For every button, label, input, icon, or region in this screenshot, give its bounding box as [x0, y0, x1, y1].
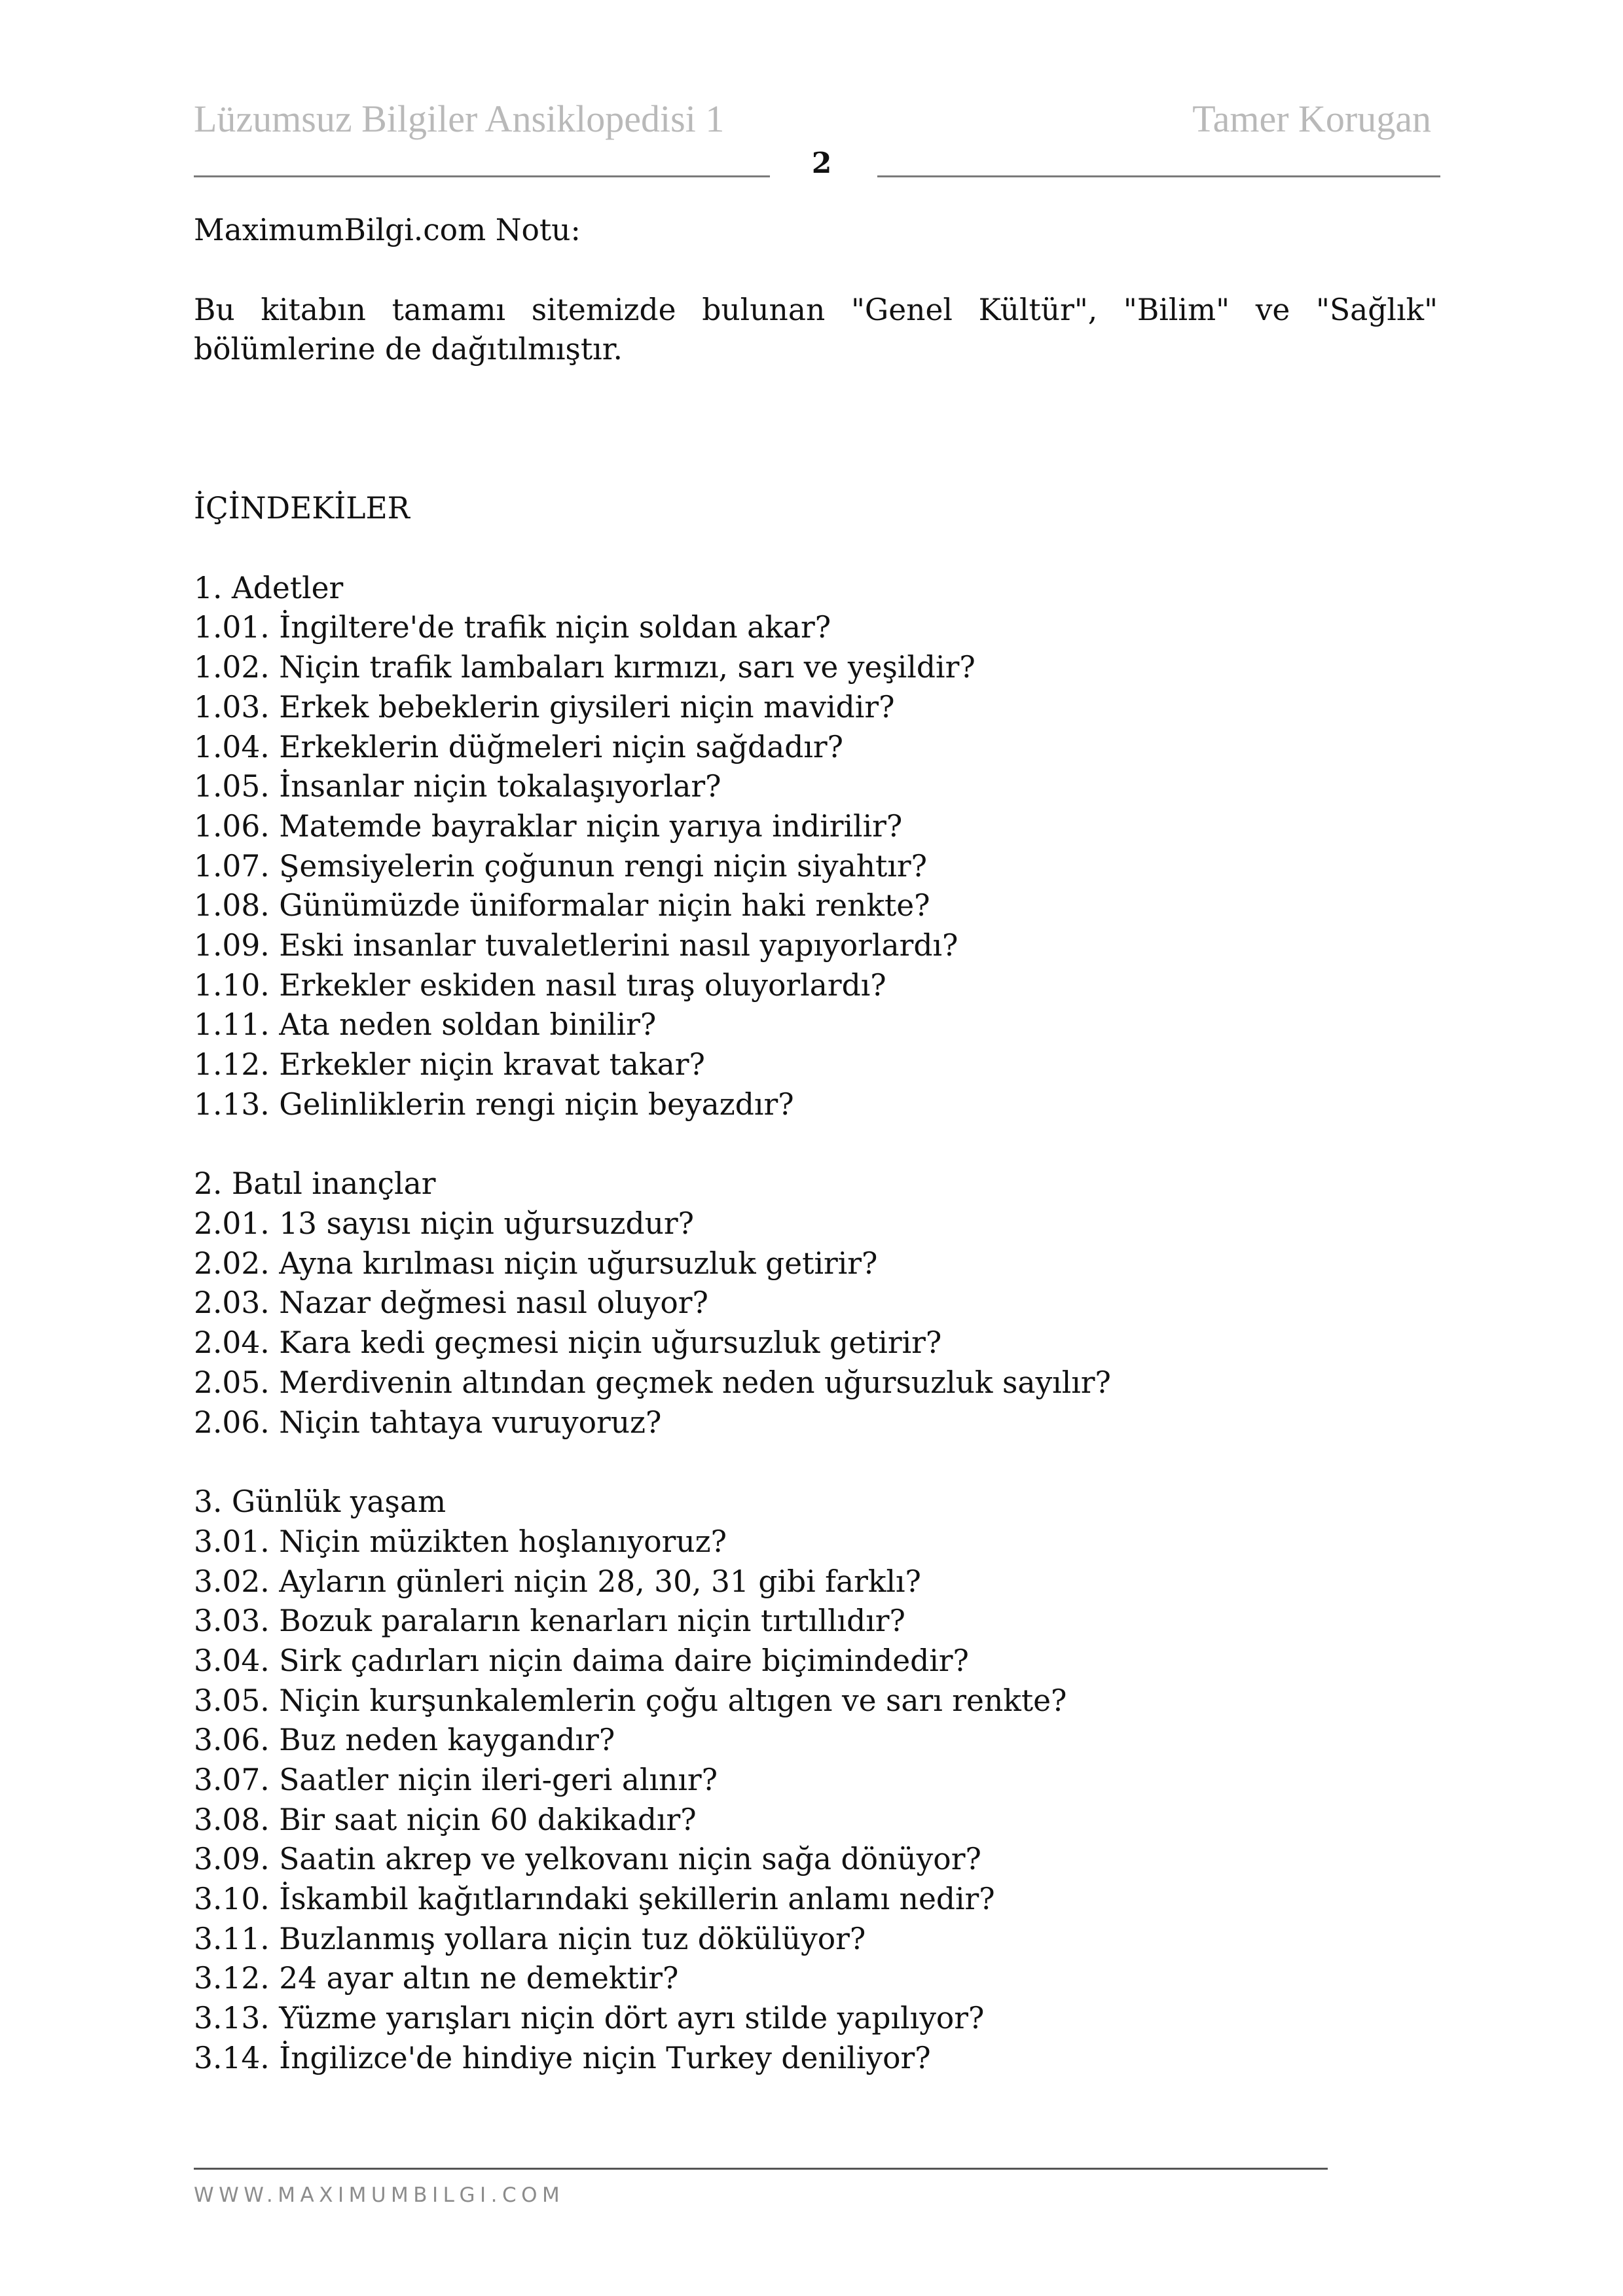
- toc-item: 3.11. Buzlanmış yollara niçin tuz dökülüyor?: [194, 1921, 866, 1956]
- toc-item: 3.13. Yüzme yarışları niçin dört ayrı stilde yapılıyor?: [194, 2001, 985, 2036]
- author-name: Tamer Korugan: [1192, 98, 1431, 140]
- toc-item: 1.07. Şemsiyelerin çoğunun rengi niçin siyahtır?: [194, 848, 928, 884]
- toc-item: 3.01. Niçin müzikten hoşlanıyoruz?: [194, 1524, 727, 1559]
- book-title: Lüzumsuz Bilgiler Ansiklopedisi 1: [194, 98, 725, 140]
- toc-section: [194, 1164, 1438, 1443]
- toc-item: 3.04. Sirk çadırları niçin daima daire biçimindedir?: [194, 1643, 969, 1678]
- toc-item: 2.01. 13 sayısı niçin uğursuzdur?: [194, 1206, 695, 1242]
- toc-item: 2.02. Ayna kırılması niçin uğursuzluk getirir?: [194, 1246, 878, 1281]
- toc-item: 3.06. Buz neden kaygandır?: [194, 1723, 615, 1758]
- toc-item: 1.05. İnsanlar niçin tokalaşıyorlar?: [194, 769, 721, 804]
- toc-section: [194, 569, 1438, 1125]
- toc-item: 3.12. 24 ayar altın ne demektir?: [194, 1961, 679, 1996]
- toc-section-title: 2. Batıl inançlar: [194, 1166, 436, 1202]
- header-rule-right: [877, 175, 1440, 177]
- toc-item: 1.09. Eski insanlar tuvaletlerini nasıl yapıyorlardı?: [194, 927, 958, 963]
- toc-section-title: 1. Adetler: [194, 570, 344, 605]
- toc-item: 3.05. Niçin kurşunkalemlerin çoğu altıgen ve sarı renkte?: [194, 1683, 1067, 1718]
- toc-sections: [194, 569, 1438, 2079]
- footer-rule: [194, 2168, 1328, 2170]
- toc-section: [194, 1482, 1438, 2078]
- toc-item: 1.04. Erkeklerin düğmeleri niçin sağdadır?: [194, 729, 844, 764]
- toc-item: 2.03. Nazar değmesi nasıl oluyor?: [194, 1285, 708, 1321]
- header-rule-left: [194, 175, 770, 177]
- toc-item: 3.14. İngilizce'de hindiye niçin Turkey deniliyor?: [194, 2040, 931, 2075]
- toc-item: 1.11. Ata neden soldan binilir?: [194, 1007, 657, 1043]
- toc-item: 1.13. Gelinliklerin rengi niçin beyazdır?: [194, 1086, 794, 1122]
- toc-item: 2.05. Merdivenin altından geçmek neden uğursuzluk sayılır?: [194, 1365, 1111, 1400]
- toc-item: 3.10. İskambil kağıtlarındaki şekillerin anlamı nedir?: [194, 1882, 995, 1917]
- toc-item: 1.01. İngiltere'de trafik niçin soldan akar?: [194, 610, 831, 645]
- toc-item: 3.08. Bir saat niçin 60 dakikadır?: [194, 1802, 697, 1837]
- note-body: Bu kitabın tamamı sitemizde bulunan "Genel Kültür", "Bilim" ve "Sağlık" bölümlerine de dağıtılmıştır.: [194, 292, 1438, 367]
- toc-item: 1.08. Günümüzde üniformalar niçin haki renkte?: [194, 888, 930, 924]
- page-number: 2: [811, 147, 832, 180]
- footer-website: WWW.MAXIMUMBILGI.COM: [194, 2183, 565, 2207]
- toc-item: 3.09. Saatin akrep ve yelkovanı niçin sağa dönüyor?: [194, 1842, 981, 1877]
- page-body: [194, 211, 1438, 2079]
- toc-item: 1.10. Erkekler eskiden nasıl tıraş oluyorlardı?: [194, 967, 886, 1003]
- toc-title: İÇİNDEKİLER: [194, 491, 410, 526]
- toc-section-title: 3. Günlük yaşam: [194, 1484, 447, 1520]
- toc-item: 1.06. Matemde bayraklar niçin yarıya indirilir?: [194, 808, 903, 844]
- toc-item: 3.03. Bozuk paraların kenarları niçin tırtıllıdır?: [194, 1604, 905, 1639]
- toc-item: 3.07. Saatler niçin ileri-geri alınır?: [194, 1763, 718, 1798]
- note-title: MaximumBilgi.com Notu:: [194, 213, 581, 247]
- toc-item: 1.12. Erkekler niçin kravat takar?: [194, 1047, 705, 1083]
- toc-item: 2.04. Kara kedi geçmesi niçin uğursuzluk getirir?: [194, 1325, 942, 1361]
- toc-item: 3.02. Ayların günleri niçin 28, 30, 31 gibi farklı?: [194, 1564, 921, 1599]
- toc-item: 1.03. Erkek bebeklerin giysileri niçin mavidir?: [194, 689, 895, 725]
- toc-item: 2.06. Niçin tahtaya vuruyoruz?: [194, 1405, 662, 1440]
- toc-item: 1.02. Niçin trafik lambaları kırmızı, sarı ve yeşildir?: [194, 650, 976, 685]
